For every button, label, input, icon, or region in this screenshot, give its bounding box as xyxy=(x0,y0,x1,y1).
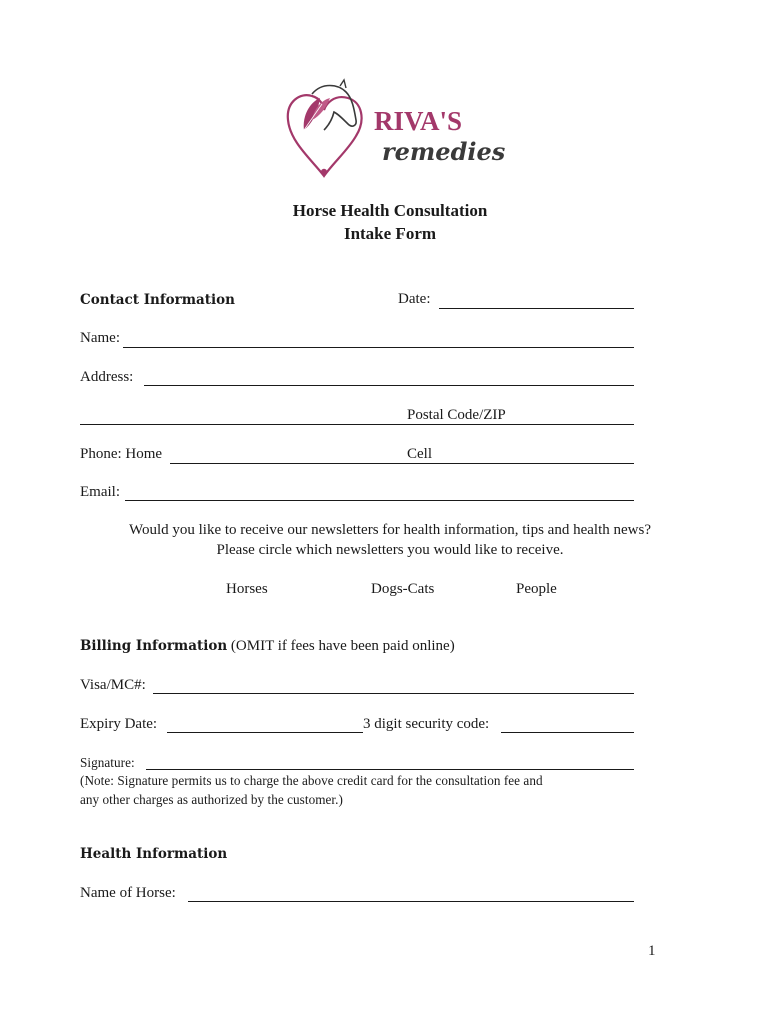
signature-label: Signature: xyxy=(80,755,135,770)
address-line2-field[interactable] xyxy=(82,406,402,424)
name-field[interactable] xyxy=(126,329,631,347)
security-code-field[interactable] xyxy=(504,714,631,732)
phone-line xyxy=(170,463,634,464)
postal-label: Postal Code/ZIP xyxy=(407,407,506,423)
newsletter-instruction: Please circle which newsletters you would like to receive. xyxy=(216,542,564,558)
name-line xyxy=(123,347,634,348)
health-heading: Health Information xyxy=(80,846,228,862)
expiry-label: Expiry Date: xyxy=(80,716,158,732)
horse-name-field[interactable] xyxy=(191,883,631,901)
logo-sub-text: remedies xyxy=(382,137,506,166)
phone-home-field[interactable] xyxy=(173,445,401,463)
expiry-field[interactable] xyxy=(170,714,360,732)
billing-heading-note: (OMIT if fees have been paid online) xyxy=(230,638,455,654)
address-label: Address: xyxy=(80,369,134,385)
card-label: Visa/MC#: xyxy=(80,677,146,693)
security-line xyxy=(501,732,634,733)
phone-home-label: Phone: Home xyxy=(80,446,163,462)
logo-brand-text: RIVA'S xyxy=(374,106,463,136)
horse-heart-logo-icon xyxy=(282,80,506,180)
billing-heading-row xyxy=(80,638,455,655)
date-label: Date: xyxy=(398,291,431,307)
signature-field[interactable] xyxy=(149,752,631,770)
expiry-line xyxy=(167,732,363,733)
newsletter-option-horses[interactable]: Horses xyxy=(226,581,268,597)
email-field[interactable] xyxy=(128,482,631,500)
card-number-field[interactable] xyxy=(156,675,631,693)
address-line xyxy=(144,385,634,386)
page-number: 1 xyxy=(648,943,656,959)
name-label: Name: xyxy=(80,330,120,346)
date-field[interactable] xyxy=(441,290,631,308)
cell-label: Cell xyxy=(407,446,432,462)
contact-heading: Contact Information xyxy=(80,292,235,308)
form-title: Horse Health Consultation xyxy=(292,201,488,220)
horse-name-label: Name of Horse: xyxy=(80,885,176,901)
email-label: Email: xyxy=(80,484,120,500)
rivas-remedies-logo xyxy=(282,80,506,180)
form-subtitle: Intake Form xyxy=(343,224,437,243)
newsletter-option-dogs-cats[interactable]: Dogs-Cats xyxy=(371,581,435,597)
postal-field[interactable] xyxy=(524,406,632,424)
email-line xyxy=(125,500,634,501)
address-field[interactable] xyxy=(147,367,631,385)
address-line-2 xyxy=(80,424,634,425)
security-label: 3 digit security code: xyxy=(363,716,490,732)
billing-note-line1: (Note: Signature permits us to charge the above credit card for the consultation fee and xyxy=(80,773,543,788)
billing-heading: Billing Information xyxy=(80,638,228,654)
newsletter-option-people[interactable]: People xyxy=(516,581,557,597)
newsletter-question: Would you like to receive our newsletters for health information, tips and health news? xyxy=(129,522,651,538)
date-line xyxy=(439,308,634,309)
cell-field[interactable] xyxy=(440,445,632,463)
card-line xyxy=(153,693,634,694)
horse-name-line xyxy=(188,901,634,902)
billing-note-line2: any other charges as authorized by the customer.) xyxy=(80,792,343,807)
